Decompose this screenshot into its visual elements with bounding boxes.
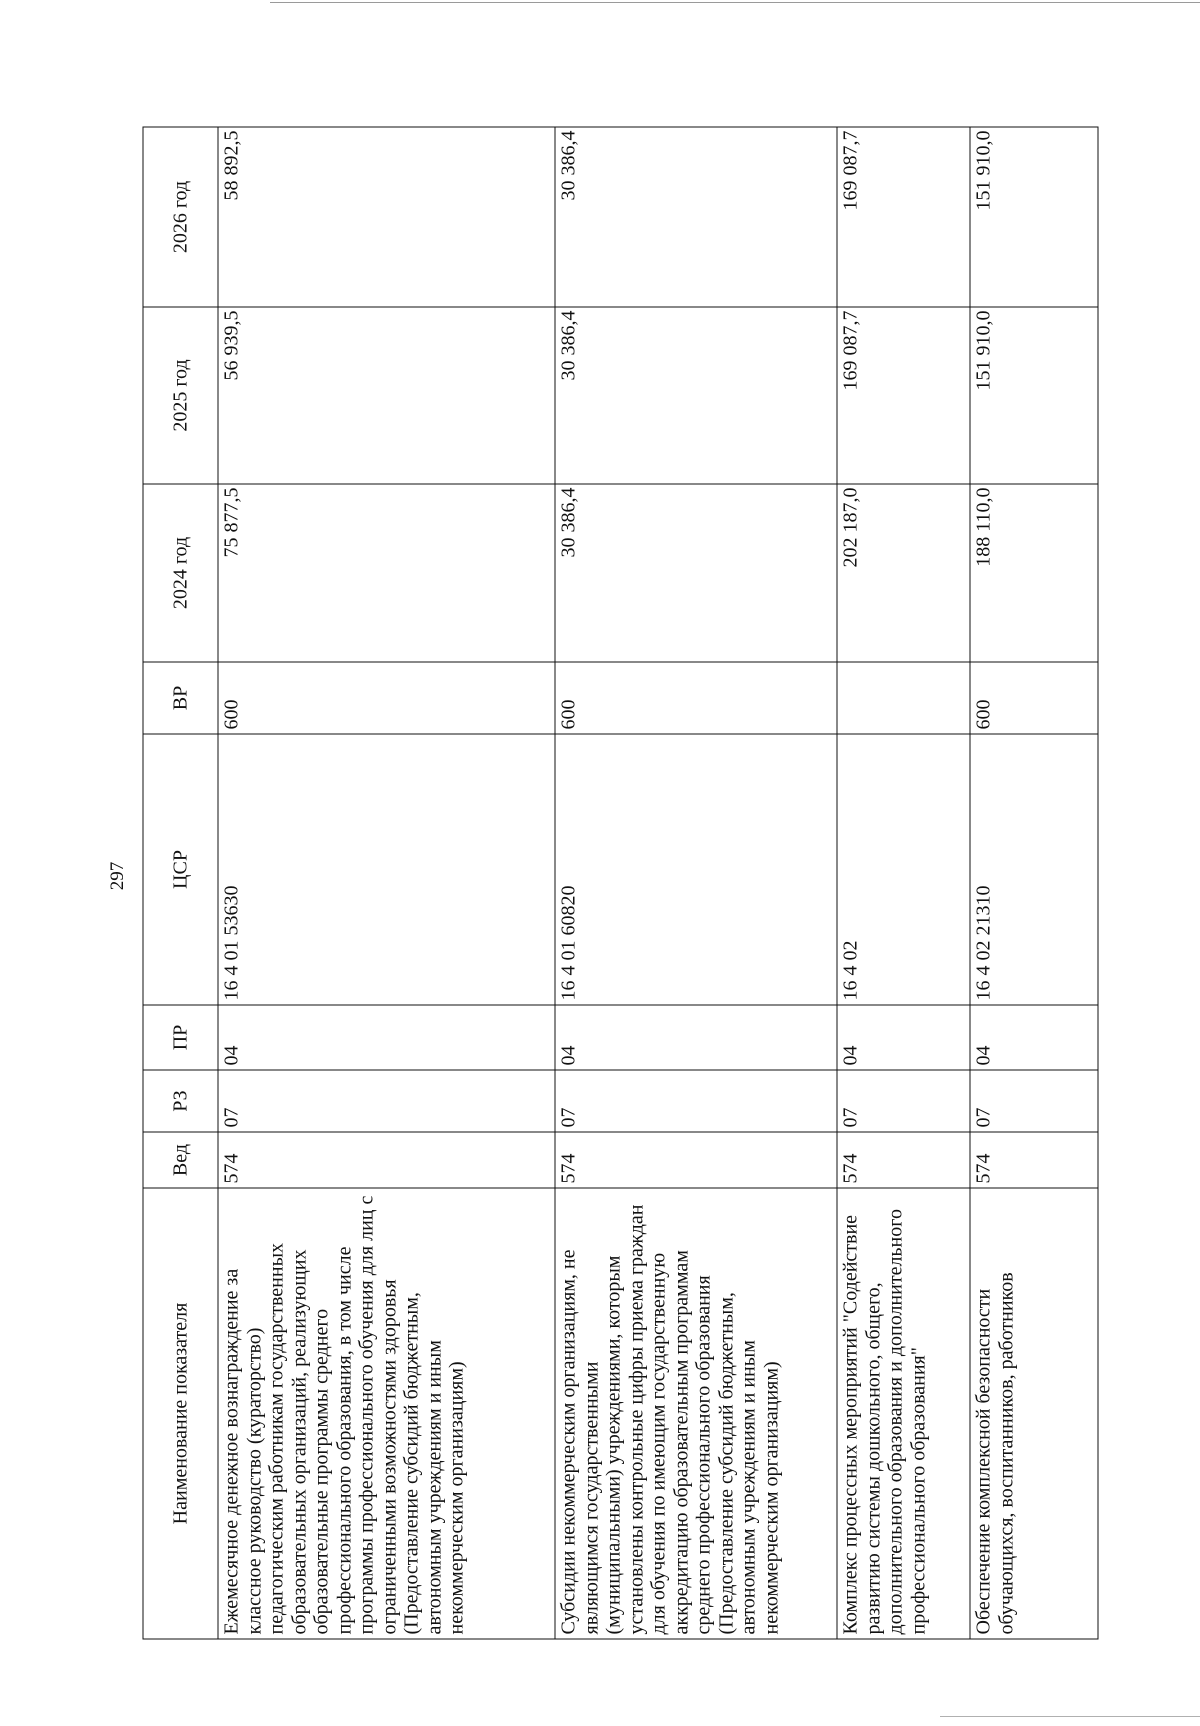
- row-2025: 30 386,4: [555, 307, 837, 484]
- header-row: [143, 127, 218, 1639]
- row-2026: 151 910,0: [970, 127, 1098, 307]
- row-vr: 600: [970, 662, 1098, 734]
- header-vr: ВР: [143, 662, 218, 734]
- row-2024: 75 877,5: [218, 484, 555, 662]
- table-row: [970, 127, 1098, 1639]
- row-name: Комплекс процессных мероприятий "Содействие развитию системы дошкольного, общего, дополнительного образования и дополнительного профессионального образования": [837, 1188, 970, 1639]
- table-row: [555, 127, 837, 1639]
- table-row: [837, 127, 970, 1639]
- scan-edge-top: [270, 2, 1200, 3]
- row-pr: 04: [218, 1005, 555, 1070]
- header-csr: ЦСР: [143, 734, 218, 1005]
- rotated-table-container: [143, 127, 1098, 1639]
- row-name: Субсидии некоммерческим организациям, не являющимся государственными (муниципальными) учреждениями, которым установлены контрольные цифры приема граждан для обучения по имеющим государственную аккредитацию образовательным программам среднего профессионального образования (Предоставление субсидий бюджетным, автономным учреждениям и иным некоммерческим организациям): [555, 1188, 837, 1639]
- page-number: 297: [107, 861, 128, 891]
- table-row: [218, 127, 555, 1639]
- row-vr: [837, 662, 970, 734]
- row-pr: 04: [837, 1005, 970, 1070]
- row-pr: 04: [970, 1005, 1098, 1070]
- row-2024: 188 110,0: [970, 484, 1098, 662]
- header-2024: 2024 год: [143, 484, 218, 662]
- row-2026: 30 386,4: [555, 127, 837, 307]
- row-2024: 30 386,4: [555, 484, 837, 662]
- row-2025: 169 087,7: [837, 307, 970, 484]
- row-2025: 151 910,0: [970, 307, 1098, 484]
- row-rz: 07: [555, 1070, 837, 1132]
- row-csr: 16 4 01 53630: [218, 734, 555, 1005]
- row-rz: 07: [218, 1070, 555, 1132]
- row-name: Ежемесячное денежное вознаграждение за классное руководство (кураторство) педагогическим работникам государственных образовательных организаций, реализующих образовательные программы среднего профессионального образования, в том числе программы профессионального обучения для лиц с ограниченными возможностями здоровья (Предоставление субсидий бюджетным, автономным учреждениям и иным некоммерческим организациям): [218, 1188, 555, 1639]
- row-csr: 16 4 02: [837, 734, 970, 1005]
- header-rz: РЗ: [143, 1070, 218, 1132]
- row-ved: 574: [970, 1132, 1098, 1188]
- budget-table: [143, 126, 1099, 1639]
- header-2025: 2025 год: [143, 307, 218, 484]
- scan-edge-bottom: [940, 1716, 1200, 1717]
- row-ved: 574: [837, 1132, 970, 1188]
- row-vr: 600: [218, 662, 555, 734]
- header-pr: ПР: [143, 1005, 218, 1070]
- row-ved: 574: [218, 1132, 555, 1188]
- row-2024: 202 187,0: [837, 484, 970, 662]
- row-2025: 56 939,5: [218, 307, 555, 484]
- row-name: Обеспечение комплексной безопасности обучающихся, воспитанников, работников: [970, 1188, 1098, 1639]
- row-rz: 07: [837, 1070, 970, 1132]
- row-rz: 07: [970, 1070, 1098, 1132]
- row-vr: 600: [555, 662, 837, 734]
- header-ved: Вед: [143, 1132, 218, 1188]
- row-csr: 16 4 02 21310: [970, 734, 1098, 1005]
- row-2026: 58 892,5: [218, 127, 555, 307]
- row-2026: 169 087,7: [837, 127, 970, 307]
- row-csr: 16 4 01 60820: [555, 734, 837, 1005]
- row-ved: 574: [555, 1132, 837, 1188]
- header-name: Наименование показателя: [143, 1188, 218, 1639]
- row-pr: 04: [555, 1005, 837, 1070]
- header-2026: 2026 год: [143, 127, 218, 307]
